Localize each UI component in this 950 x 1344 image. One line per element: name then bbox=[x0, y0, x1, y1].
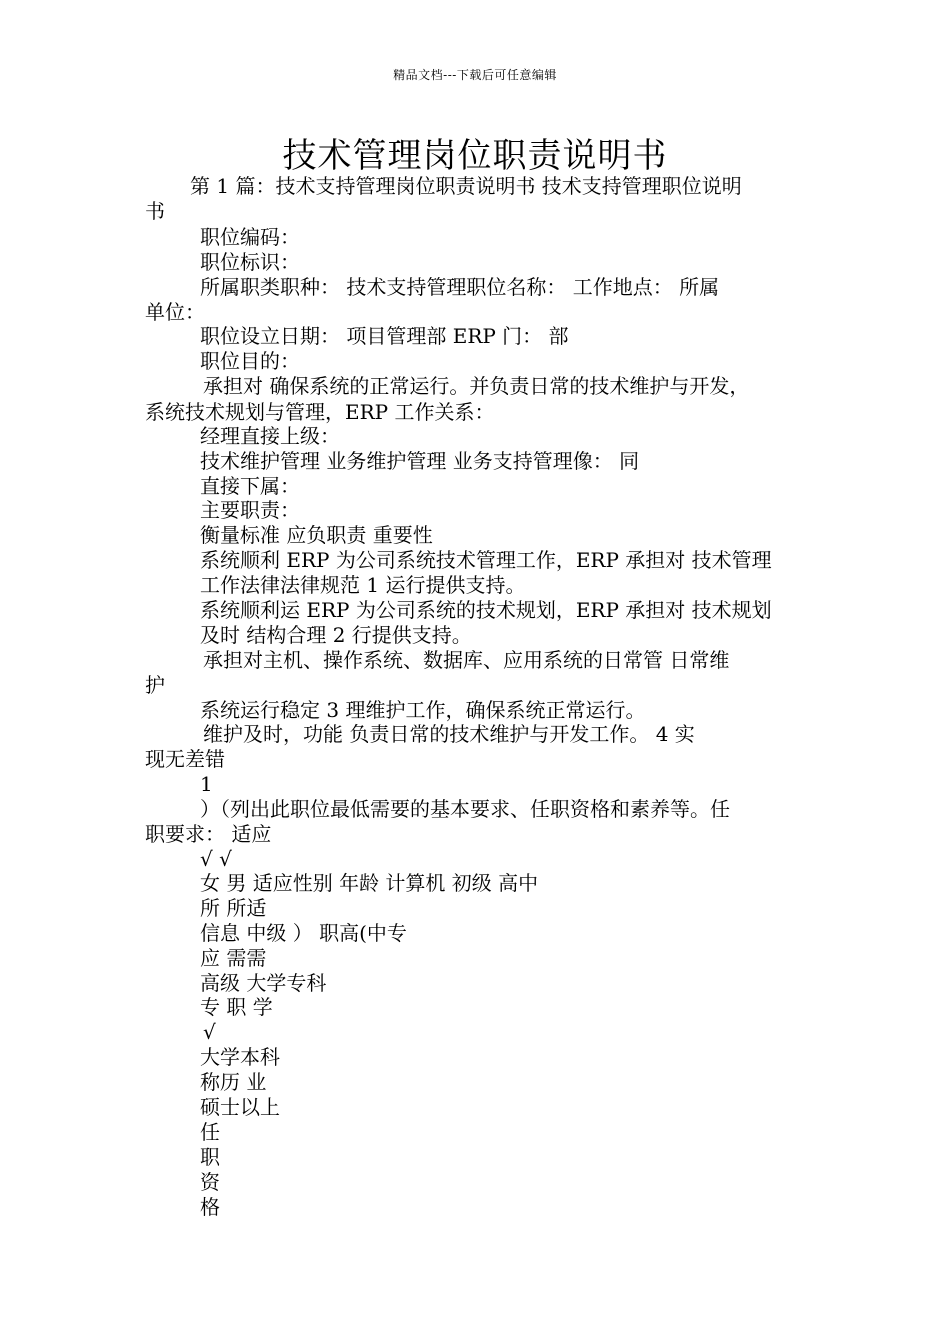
text-line: 系统顺利 ERP 为公司系统技术管理工作，ERP 承担对 技术管理 bbox=[200, 548, 772, 572]
text-line: 维护及时，功能 负责日常的技术维护与开发工作。 4 实 bbox=[203, 722, 695, 746]
text-line: 系统运行稳定 3 理维护工作，确保系统正常运行。 bbox=[200, 698, 646, 722]
text-line: 单位： bbox=[145, 300, 205, 324]
text-line: 职位标识： bbox=[200, 250, 300, 274]
text-line: 书 bbox=[145, 199, 165, 223]
page-header: 精品文档---下载后可任意编辑 bbox=[393, 68, 557, 82]
text-line: 技术维护管理 业务维护管理 业务支持管理像： 同 bbox=[200, 449, 640, 473]
text-line: √ bbox=[203, 1020, 216, 1044]
text-line: 直接下属： bbox=[200, 474, 300, 498]
text-line: 承担对主机、操作系统、数据库、应用系统的日常管 日常维 bbox=[203, 648, 730, 672]
text-line: 所 所适 bbox=[200, 896, 267, 920]
text-line: 1 bbox=[200, 772, 213, 796]
text-line: 专 职 学 bbox=[200, 995, 273, 1019]
text-line: 格 bbox=[200, 1195, 220, 1219]
text-line: 任 bbox=[200, 1120, 220, 1144]
text-line: 称历 业 bbox=[200, 1070, 267, 1094]
text-line: 系统顺利运 ERP 为公司系统的技术规划，ERP 承担对 技术规划 bbox=[200, 598, 772, 622]
text-line: 高级 大学专科 bbox=[200, 971, 327, 995]
document-title: 技术管理岗位职责说明书 bbox=[282, 136, 668, 176]
text-line: 工作法律法律规范 1 运行提供支持。 bbox=[200, 573, 526, 597]
text-line: 职位设立日期： 项目管理部 ERP 门： 部 bbox=[200, 324, 569, 348]
text-line: 职 bbox=[200, 1145, 220, 1169]
text-line: 女 男 适应性别 年龄 计算机 初级 高中 bbox=[200, 871, 539, 895]
text-line: 系统技术规划与管理，ERP 工作关系： bbox=[145, 400, 495, 424]
text-line: 信息 中级 ） 职高(中专 bbox=[200, 921, 407, 945]
text-line: 现无差错 bbox=[145, 747, 225, 771]
text-line: 及时 结构合理 2 行提供支持。 bbox=[200, 623, 472, 647]
text-line: √ √ bbox=[200, 847, 232, 871]
text-line: 职要求： 适应 bbox=[145, 822, 272, 846]
text-line: 经理直接上级： bbox=[200, 424, 340, 448]
text-line: 大学本科 bbox=[200, 1045, 280, 1069]
text-line: 承担对 确保系统的正常运行。并负责日常的技术维护与开发， bbox=[203, 374, 750, 398]
text-line: 第 1 篇：技术支持管理岗位职责说明书 技术支持管理职位说明 bbox=[190, 174, 742, 198]
text-line: 职位编码： bbox=[200, 225, 300, 249]
text-line: 衡量标准 应负职责 重要性 bbox=[200, 523, 433, 547]
text-line: 资 bbox=[200, 1170, 220, 1194]
text-line: 护 bbox=[145, 673, 165, 697]
text-line: 职位目的： bbox=[200, 349, 300, 373]
text-line: 主要职责： bbox=[200, 498, 300, 522]
text-line: 应 需需 bbox=[200, 946, 267, 970]
text-line: ）（列出此职位最低需要的基本要求、任职资格和素养等。任 bbox=[200, 797, 730, 821]
text-line: 硕士以上 bbox=[200, 1095, 280, 1119]
text-line: 所属职类职种： 技术支持管理职位名称： 工作地点： 所属 bbox=[200, 275, 720, 299]
